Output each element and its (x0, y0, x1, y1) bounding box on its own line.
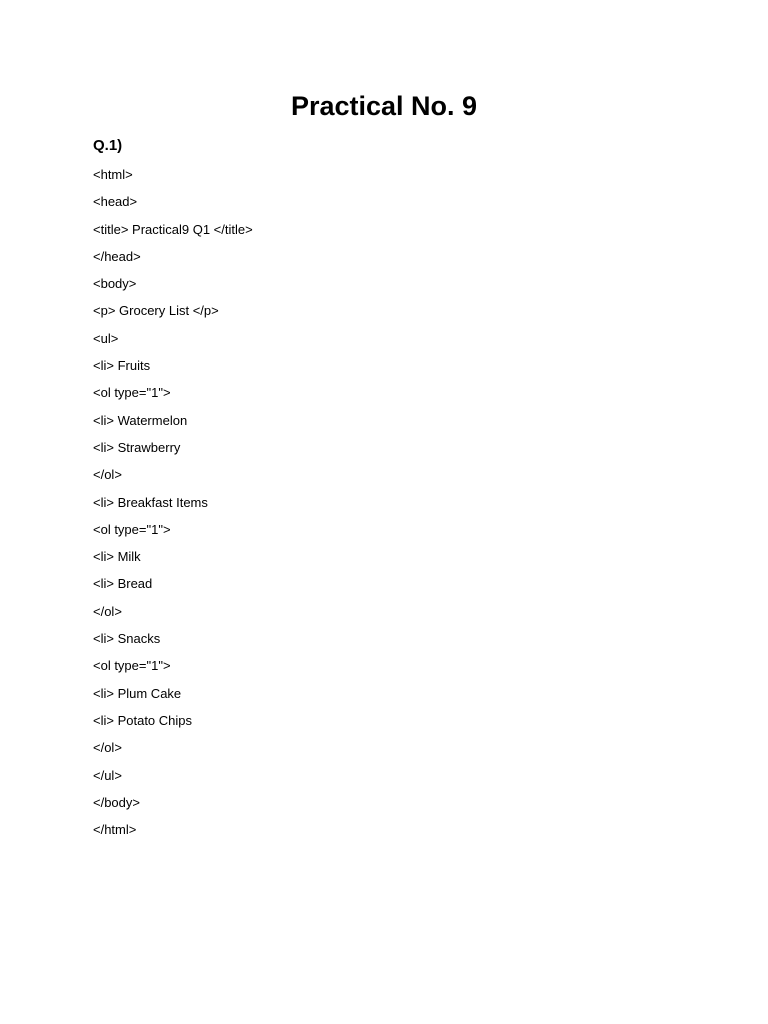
code-line: <p> Grocery List </p> (93, 303, 219, 319)
code-line: <ol type="1"> (93, 658, 171, 674)
code-line: <li> Fruits (93, 358, 151, 374)
code-line: <li> Bread (93, 576, 153, 592)
code-line: <li> Potato Chips (93, 712, 193, 728)
code-line: <ol type="1"> (93, 385, 171, 401)
code-line: <li> Watermelon (93, 412, 188, 428)
code-line: <li> Snacks (93, 631, 161, 647)
code-line: <html> (93, 167, 133, 182)
code-line: </html> (93, 822, 137, 838)
code-line: <li> Milk (93, 549, 141, 565)
code-line: <li> Breakfast Items (93, 494, 208, 510)
code-line: </ul> (93, 767, 122, 783)
question-label: Q.1) (93, 137, 123, 154)
code-line: <li> Plum Cake (93, 685, 182, 701)
code-line: </ol> (93, 740, 122, 756)
code-line: </ol> (93, 603, 122, 619)
code-line: <body> (93, 276, 137, 292)
code-line: </body> (93, 794, 140, 810)
code-line: <ul> (93, 330, 119, 346)
code-line: </ol> (93, 467, 122, 483)
code-line: </head> (93, 248, 141, 264)
page-title: Practical No. 9 (290, 91, 478, 121)
code-line: <ol type="1"> (93, 521, 171, 537)
code-line: <head> (93, 194, 138, 210)
code-line: <li> Strawberry (93, 439, 181, 455)
code-line: <title> Practical9 Q1 </title> (93, 221, 253, 237)
code-listing (93, 166, 253, 848)
